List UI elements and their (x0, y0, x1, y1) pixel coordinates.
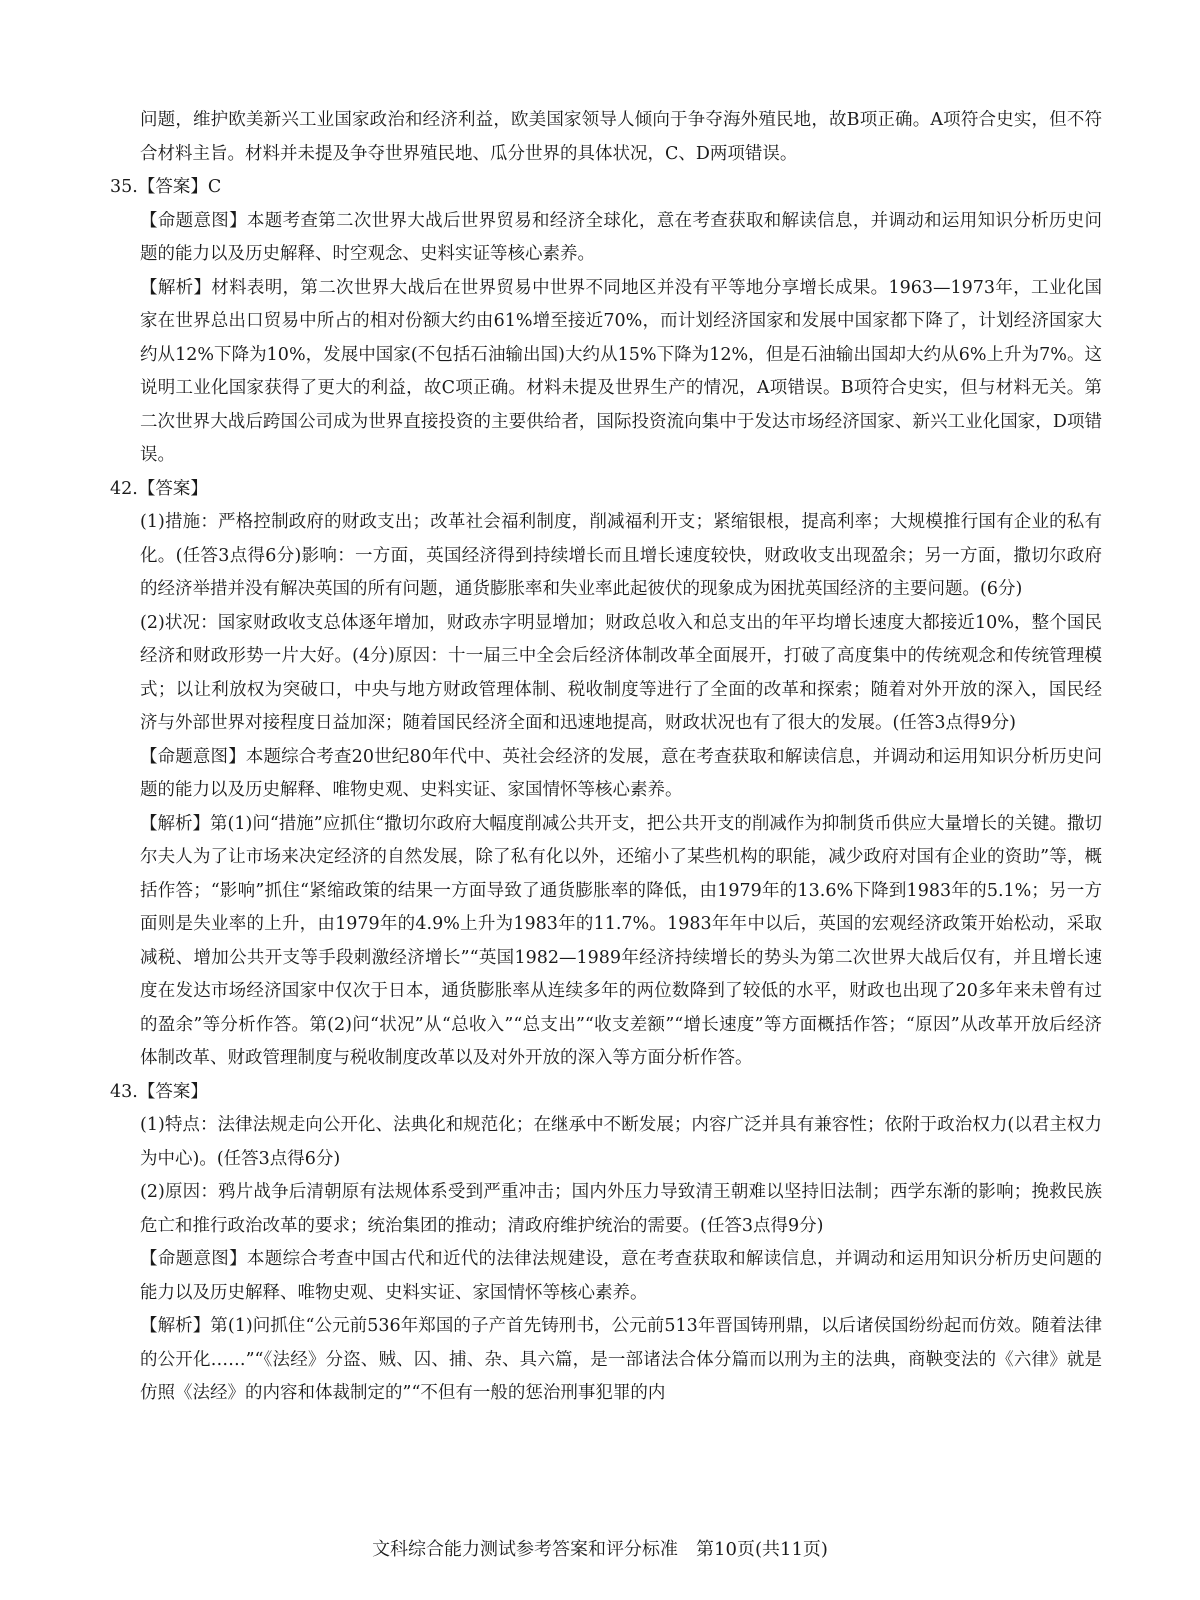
question-42-part-2: (2)状况：国家财政收支总体逐年增加，财政赤字明显增加；财政总收入和总支出的年平均增长速度大都接近10%，整个国民经济和财政形势一片大好。(4分)原因：十一届三中全会后经济体制改革全面展开，打破了高度集中的传统观念和传统管理模式；以让利放权为突破口，中央与地方财政管理体制、税收制度等进行了全面的改革和探索；随着对外开放的深入，国民经济与外部世界对接程度日益加深；随着国民经济全面和迅速地提高，财政状况也有了很大的发展。(任答3点得9分) (140, 612, 1102, 733)
page-footer: 文科综合能力测试参考答案和评分标准 第10页(共11页) (372, 1539, 828, 1560)
question-43-answer-heading: 43.【答案】 (110, 1081, 208, 1102)
question-43-analysis: 【解析】第(1)问抓住“公元前536年郑国的子产首先铸刑书，公元前513年晋国铸刑鼎，以后诸侯国纷纷起而仿效。随着法律的公开化……”“《法经》分盗、贼、囚、捕、杂、具六篇，是一部诸法合体分篇而以刑为主的法典，商鞅变法的《六律》就是仿照《法经》的内容和体裁制定的”“不但有一般的惩治刑事犯罪的内 (140, 1316, 1102, 1403)
answer-body (0, 104, 1200, 1411)
question-42-intent: 【命题意图】本题综合考查20世纪80年代中、英社会经济的发展，意在考查获取和解读信息，并调动和运用知识分析历史问题的能力以及历史解释、唯物史观、史料实证、家国情怀等核心素养。 (140, 746, 1102, 800)
question-35-intent: 【命题意图】本题考查第二次世界大战后世界贸易和经济全球化，意在考查获取和解读信息，并调动和运用知识分析历史问题的能力以及历史解释、时空观念、史料实证等核心素养。 (140, 210, 1102, 264)
continuation-paragraph: 问题，维护欧美新兴工业国家政治和经济利益，欧美国家领导人倾向于争夺海外殖民地，故B项正确。A项符合史实，但不符合材料主旨。材料并未提及争夺世界殖民地、瓜分世界的具体状况，C、D两项错误。 (140, 110, 1102, 164)
question-35-analysis: 【解析】材料表明，第二次世界大战后在世界贸易中世界不同地区并没有平等地分享增长成果。1963—1973年，工业化国家在世界总出口贸易中所占的相对份额大约由61%增至接近70%，而计划经济国家和发展中国家都下降了，计划经济国家大约从12%下降为10%，发展中国家(不包括石油输出国)大约从15%下降为12%，但是石油输出国却大约从6%上升为7%。这说明工业化国家获得了更大的利益，故C项正确。材料未提及世界生产的情况，A项错误。B项符合史实，但与材料无关。第二次世界大战后跨国公司成为世界直接投资的主要供给者，国际投资流向集中于发达市场经济国家、新兴工业化国家，D项错误。 (140, 277, 1102, 465)
question-42-answer-heading: 42.【答案】 (110, 478, 208, 499)
question-43-intent: 【命题意图】本题综合考查中国古代和近代的法律法规建设，意在考查获取和解读信息，并调动和运用知识分析历史问题的能力以及历史解释、唯物史观、史料实证、家国情怀等核心素养。 (140, 1249, 1102, 1303)
question-43-part-2: (2)原因：鸦片战争后清朝原有法规体系受到严重冲击；国内外压力导致清王朝难以坚持旧法制；西学东渐的影响；挽救民族危亡和推行政治改革的要求；统治集团的推动；清政府维护统治的需要。(任答3点得9分) (140, 1182, 1102, 1236)
question-35-answer: 35.【答案】C (110, 177, 222, 197)
question-42-analysis: 【解析】第(1)问“措施”应抓住“撒切尔政府大幅度削减公共开支，把公共开支的削减作为抑制货币供应大量增长的关键。撒切尔夫人为了让市场来决定经济的自然发展，除了私有化以外，还缩小了某些机构的职能，减少政府对国有企业的资助”等，概括作答；“影响”抓住“紧缩政策的结果一方面导致了通货膨胀率的降低，由1979年的13.6%下降到1983年的5.1%；另一方面则是失业率的上升，由1979年的4.9%上升为1983年的11.7%。1983年年中以后，英国的宏观经济政策开始松动，采取减税、增加公共开支等手段刺激经济增长”“英国1982—1989年经济持续增长的势头为第二次世界大战后仅有，并且增长速度在发达市场经济国家中仅次于日本，通货膨胀率从连续多年的两位数降到了较低的水平，财政也出现了20多年来未曾有过的盈余”等分析作答。第(2)问“状况”从“总收入”“总支出”“收支差额”“增长速度”等方面概括作答；“原因”从改革开放后经济体制改革、财政管理制度与税收制度改革以及对外开放的深入等方面分析作答。 (140, 813, 1102, 1068)
question-43-part-1: (1)特点：法律法规走向公开化、法典化和规范化；在继承中不断发展；内容广泛并具有兼容性；依附于政治权力(以君主权力为中心)。(任答3点得6分) (140, 1115, 1102, 1169)
question-42-part-1: (1)措施：严格控制政府的财政支出；改革社会福利制度，削减福利开支；紧缩银根，提高利率；大规模推行国有企业的私有化。(任答3点得6分)影响：一方面，英国经济得到持续增长而且增长速度较快，财政收支出现盈余；另一方面，撒切尔政府的经济举措并没有解决英国的所有问题，通货膨胀率和失业率此起彼伏的现象成为困扰英国经济的主要问题。(6分) (140, 512, 1102, 599)
